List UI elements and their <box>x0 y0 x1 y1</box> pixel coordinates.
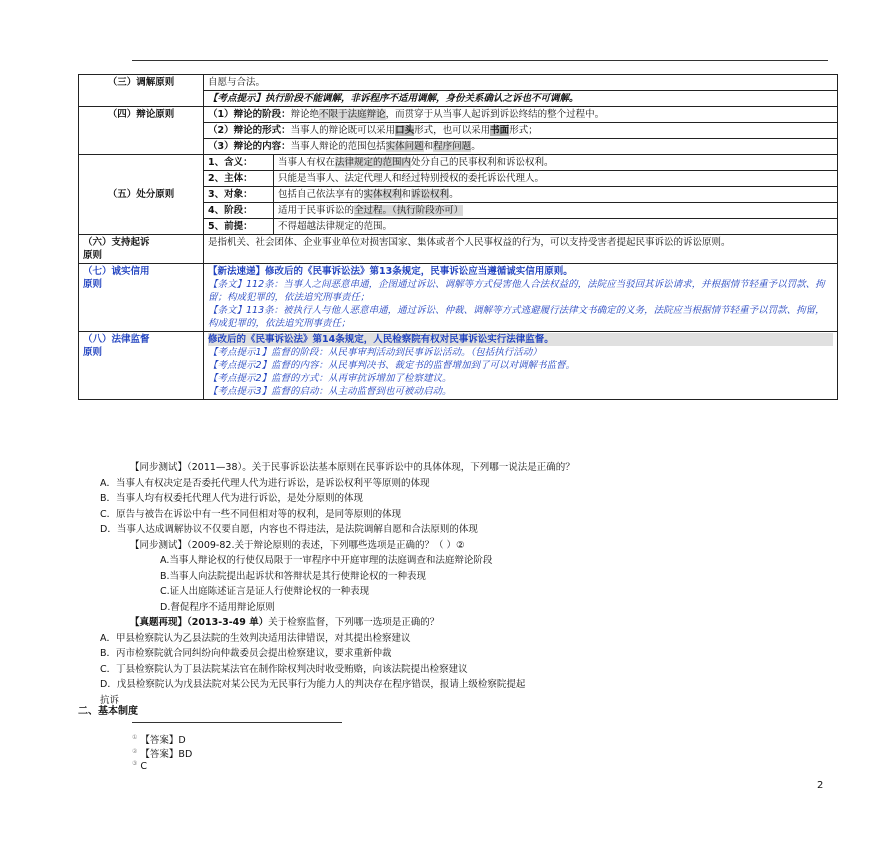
table-row <box>79 332 838 400</box>
sub-label: 5、前提： <box>204 219 274 235</box>
sub-label: 4、阶段： <box>204 203 274 219</box>
option: B．当事人均有权委托代理人代为进行诉讼，是处分原则的体现 <box>100 493 364 504</box>
row-label: （四）辩论原则 <box>79 107 204 155</box>
cell-text: （2）辩论的形式：当事人的辩论既可以采用口头形式，也可以采用书面形式； <box>204 123 838 139</box>
header-rule <box>132 60 828 61</box>
option: C.证人出庭陈述证言是证人行使辩论权的一种表现 <box>160 586 370 597</box>
table-row <box>79 264 838 332</box>
sub-label: 1、含义： <box>204 155 274 171</box>
table-row <box>79 107 838 123</box>
option: A.当事人辩论权的行使仅局限于一审程序中开庭审理的法庭调查和法庭辩论阶段 <box>160 555 493 566</box>
row-label: （八）法律监督 原则 <box>79 332 204 400</box>
cell-text: 包括自己依法享有的实体权利和诉讼权利。 <box>274 187 838 203</box>
table-row <box>79 75 838 91</box>
cell-text: 当事人有权在法律规定的范围内处分自己的民事权利和诉讼权利。 <box>274 155 838 171</box>
cell-text: 【新法速递】修改后的《民事诉讼法》第13条规定，民事诉讼应当遵循诚实信用原则。 【条文】112条：当事人之间恶意串通，企图通过诉讼、调解等方式侵害他人合法权益的，法院应当驳回其诉讼请求，并根据情节轻重予以罚款、拘留；构成犯罪的，依法追究刑事责任； 【条文】113条：被执行人与他人恶意串通，通过诉讼、仲裁、调解等方式逃避履行法律文书确定的义务，法院应当根据情节轻重予以罚款、拘留，构成犯罪的，依法追究刑事责任； <box>204 264 838 332</box>
question-stem: 【真题再现】（2013-3-49 单）关于检察监督，下列哪一选项是正确的？ <box>130 617 440 628</box>
footnote: ① 【答案】D <box>132 733 186 746</box>
option: D.督促程序不适用辩论原则 <box>160 601 275 613</box>
option: D．戊县检察院认为戊县法院对某公民为无民事行为能力人的判决存在程序错误，报请上级检察院提起 <box>100 679 526 690</box>
page-number: 2 <box>817 780 824 791</box>
table-row <box>79 155 838 171</box>
question-stem: 【同步测试】（2011—38）。关于民事诉讼法基本原则在民事诉讼中的具体体现，下列哪一说法是正确的？ <box>130 462 575 473</box>
row-label: （六）支持起诉 原则 <box>79 235 204 264</box>
option: C．丁县检察院认为丁县法院某法官在制作除权判决时收受贿赂，向该法院提出检察建议 <box>100 663 468 675</box>
option: D．当事人达成调解协议不仅要自愿，内容也不得违法，是法院调解自愿和合法原则的体现 <box>100 524 478 535</box>
footnote: ② 【答案】BD <box>132 747 193 760</box>
exam-tip: 【考点提示】执行阶段不能调解，非诉程序不适用调解，身份关系确认之诉也不可调解。 <box>204 91 838 107</box>
row-label: （七）诚实信用 原则 <box>79 264 204 332</box>
cell-text: （1）辩论的阶段：辩论绝不限于法庭辩论，而贯穿于从当事人起诉到诉讼终结的整个过程中。 <box>204 107 838 123</box>
sub-label: 2、主体： <box>204 171 274 187</box>
option: A．甲县检察院认为乙县法院的生效判决适用法律错误，对其提出检察建议 <box>100 632 411 644</box>
cell-text: 不得超越法律规定的范围。 <box>274 219 838 235</box>
sub-label: 3、对象： <box>204 187 274 203</box>
principles-table <box>78 74 838 400</box>
footnote: ③ C <box>132 760 148 773</box>
option: A．当事人有权决定是否委托代理人代为进行诉讼，是诉讼权利平等原则的体现 <box>100 477 430 489</box>
cell-text: 适用于民事诉讼的全过程。（执行阶段亦可） <box>274 203 838 219</box>
cell-text: 只能是当事人、法定代理人和经过特别授权的委托诉讼代理人。 <box>274 171 838 187</box>
option: 抗诉 <box>100 694 120 706</box>
row-label: （三）调解原则 <box>79 75 204 107</box>
cell-text: 自愿与合法。 <box>204 75 838 91</box>
cell-text: 修改后的《民事诉讼法》第14条规定，人民检察院有权对民事诉讼实行法律监督。 【考点提示1】监督的阶段：从民事审判活动到民事诉讼活动。（包括执行活动） 【考点提示2】监督的内容：从民事判决书、裁定书的监督增加到了可以对调解书监督。 【考点提示2】监督的方式：从再审抗诉增加了检察建议。 【考点提示3】监督的启动：从主动监督到也可被动启动。 <box>204 332 838 400</box>
section-heading: 二、基本制度 <box>78 706 138 717</box>
table-row <box>79 235 838 264</box>
question-stem: 【同步测试】（2009-82.关于辩论原则的表述，下列哪些选项是正确的？（ ）② <box>130 539 465 551</box>
row-label: （五）处分原则 <box>79 155 204 235</box>
option: B.当事人向法院提出起诉状和答辩状是其行使辩论权的一种表现 <box>160 570 427 582</box>
cell-text: 是指机关、社会团体、企业事业单位对损害国家、集体或者个人民事权益的行为，可以支持受害者提起民事诉讼的诉讼原则。 <box>204 235 838 264</box>
questions <box>100 460 840 708</box>
footnote-rule <box>132 722 342 723</box>
option: B．丙市检察院就合同纠纷向仲裁委员会提出检察建议，要求重新仲裁 <box>100 648 392 659</box>
cell-text: （3）辩论的内容：当事人辩论的范围包括实体问题和程序问题。 <box>204 139 838 155</box>
option: C．原告与被告在诉讼中有一些不同但相对等的权利，是同等原则的体现 <box>100 508 402 520</box>
